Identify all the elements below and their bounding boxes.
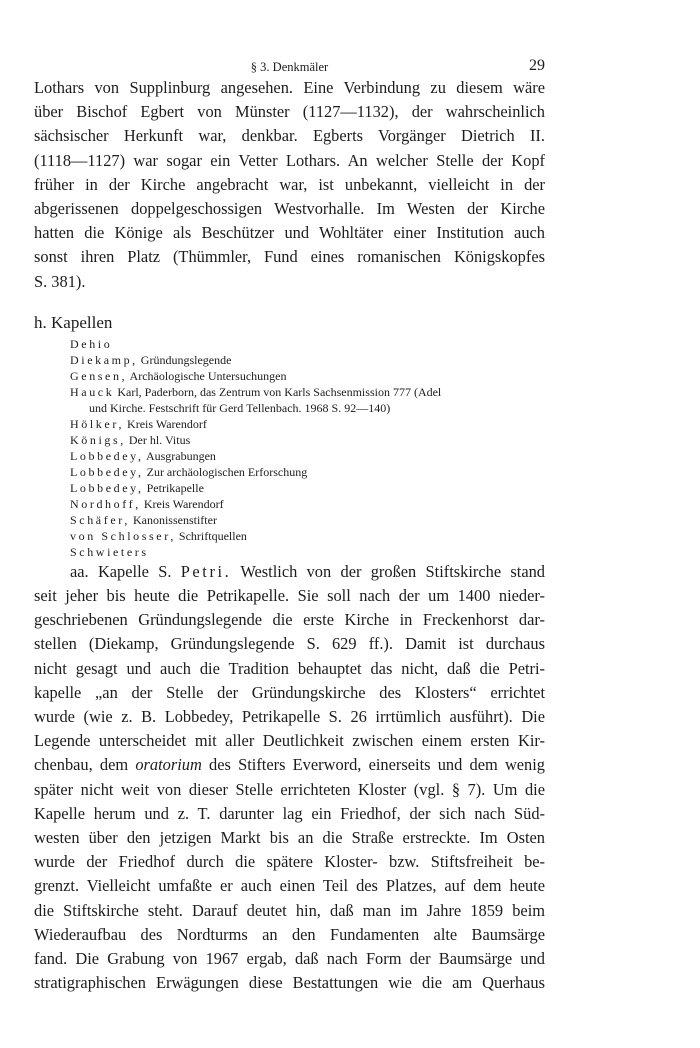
text-run: chenbau, dem [34,755,136,775]
bibliography-author: Lobbedey, [70,448,144,463]
bibliography-entry [70,416,545,432]
text-line: über Bischof Egbert von Münster (1127—1132), der wahrscheinlich [34,102,545,122]
bibliography-entry [70,496,545,512]
text-line: sonst ihren Platz (Thümmler, Fund eines romanischen Königskopfes [34,247,545,267]
bibliography-title: Zur archäologischen Erforschung [143,464,308,479]
main-paragraph [34,560,545,996]
bibliography-title: Schriftquellen [175,528,247,543]
bibliography-author: Hauck [70,384,115,399]
page-number: 29 [529,57,545,74]
spaced-name: Petri. [180,561,232,581]
text-line: (1118—1127) war sogar ein Vetter Lothars. An welcher Stelle der Kopf [34,150,545,170]
text-line: später nicht weit von dieser Stelle errichteten Kloster (vgl. § 7). Um die [34,779,545,799]
bibliography-entry [70,352,545,368]
text-line: Lothars von Supplinburg angesehen. Eine Verbindung zu diesem wäre [34,78,545,97]
bibliography-title: Karl, Paderborn, das Zentrum von Karls Sachsenmission 777 (Adel [114,384,442,399]
bibliography-entry [70,464,545,480]
bibliography-entry [70,384,545,400]
bibliography-author: Diekamp, [70,352,138,367]
bibliography-author: Gensen, [70,368,128,383]
text-run: Westlich von der großen Stiftskirche stand [231,561,545,581]
bibliography-entry [70,480,545,496]
text-line: Legende unterscheidet mit aller Deutlichkeit zwischen einem ersten Kir- [34,731,545,751]
italic-term: oratorium [135,755,202,775]
text-line: wurde der Friedhof durch die spätere Kloster- bzw. Stiftsfreiheit be- [34,852,545,872]
bibliography-author: Lobbedey, [70,480,144,495]
bibliography-title: Petrikapelle [143,480,204,495]
running-title: § 3. Denkmäler [250,60,329,74]
bibliography-entry [70,368,545,384]
bibliography-author: Schwieters [70,544,149,559]
bibliography-continuation: und Kirche. Festschrift für Gerd Tellenbach. 1968 S. 92—140) [89,400,391,415]
text-line: fand. Die Grabung von 1967 ergab, daß nach Form der Baumsärge und [34,949,545,969]
running-header [34,52,545,76]
bibliography-title: Kreis Warendorf [140,496,224,511]
bibliography-author: Schäfer, [70,512,130,527]
text-line: abgerissenen doppelgeschossigen Westvorhalle. Im Westen der Kirche [34,199,545,219]
bibliography-author: von Schlosser, [70,528,176,543]
intro-paragraph [34,76,545,294]
bibliography-title: Ausgrabungen [143,448,216,463]
text-line: wurde (wie z. B. Lobbedey, Petrikapelle S. 26 irrtümlich ausführt). Die [34,707,545,727]
text-line: nicht gesagt und auch die Tradition behauptet das nicht, daß die Petri- [34,658,545,678]
text-line: westen über den jetzigen Markt bis an die Straße erstreckte. Im Osten [34,828,545,848]
bibliography-author: Lobbedey, [70,464,144,479]
book-page [34,52,545,995]
bibliography-title: Kreis Warendorf [124,416,207,431]
text-line: Kapelle herum und z. T. darunter lag ein Friedhof, der sich nach Süd- [34,803,545,823]
bibliography-title: Archäologische Untersuchungen [127,368,287,383]
section-heading: h. Kapellen [34,312,113,332]
bibliography-author: Königs, [70,432,126,447]
bibliography-entry [70,544,545,560]
text-line: hatten die Könige als Beschützer und Wohltäter einer Institution auch [34,223,545,243]
bibliography-entry [70,448,545,464]
subsection-label: aa. Kapelle S. [70,561,181,581]
bibliography-title: Gründungslegende [137,352,232,367]
text-line: stratigraphischen Erwägungen diese Bestattungen wie die am Querhaus [34,973,545,993]
bibliography-entry [70,432,545,448]
text-line: S. 381). [34,271,86,291]
text-line: Wiederaufbau des Nordturms an den Fundamenten alte Baumsärge [34,924,545,944]
text-line: grenzt. Vielleicht umfaßte er auch einen Teil des Platzes, auf dem heute [34,876,545,896]
bibliography-author: Nordhoff, [70,496,141,511]
bibliography-title: Der hl. Vitus [125,432,191,447]
bibliography-entry [70,528,545,544]
text-line: sächsischer Herkunft war, denkbar. Egberts Vorgänger Dietrich II. [34,126,545,146]
bibliography-entry [70,336,545,352]
text-line: kapelle „an der Stelle der Gründungskirche des Klosters“ errichtet [34,682,545,702]
bibliography-title: Kanonissenstifter [129,512,217,527]
text-line [34,560,545,584]
text-line: seit jeher bis heute die Petrikapelle. Sie soll nach der um 1400 nieder- [34,586,545,606]
text-run: des Stifters Everword, einerseits und dem wenig [201,755,545,775]
bibliography-list [70,336,545,560]
text-line: geschriebenen Gründungslegende die erste Kirche in Freckenhorst dar- [34,610,545,630]
text-line: früher in der Kirche angebracht war, ist unbekannt, vielleicht in der [34,174,545,194]
bibliography-author: Dehio [70,336,113,351]
text-line: die Stiftskirche steht. Darauf deutet hin, daß man im Jahre 1859 beim [34,900,545,920]
bibliography-entry [70,512,545,528]
text-line: stellen (Diekamp, Gründungslegende S. 629 ff.). Damit ist durchaus [34,634,545,654]
bibliography-author: Hölker, [70,416,125,431]
text-line [34,753,545,777]
